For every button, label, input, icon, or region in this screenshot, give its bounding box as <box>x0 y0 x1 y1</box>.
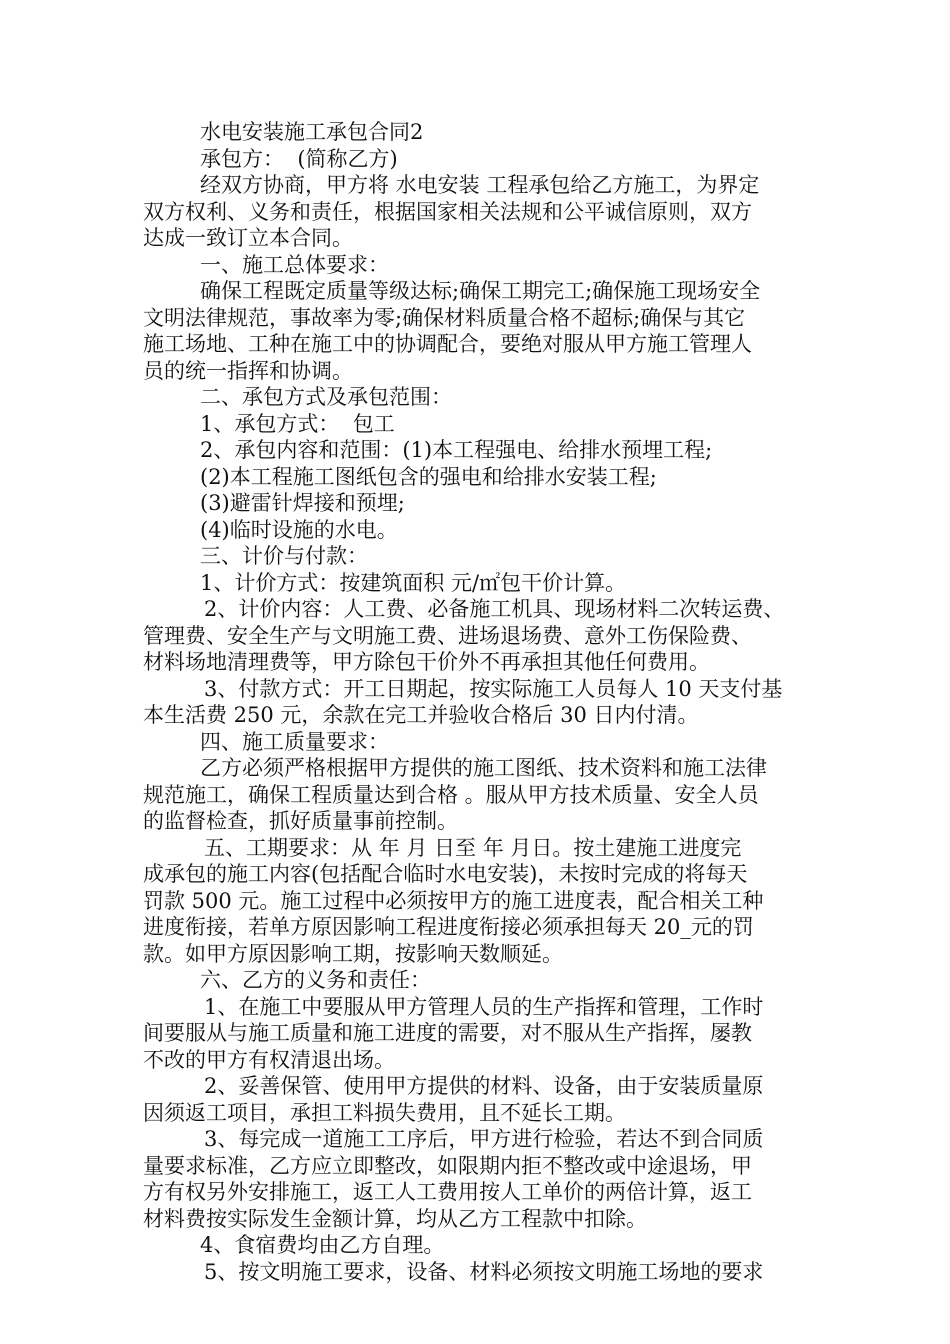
text-line: 本生活费 250 元，余款在完工并验收合格后 30 日内付清。 <box>143 703 699 727</box>
text-line: 确保工程既定质量等级达标;确保工期完工;确保施工现场安全 <box>200 279 761 303</box>
text-line: 材料场地清理费等，甲方除包干价外不再承担其他任何费用。 <box>143 650 710 674</box>
text-line: 承包方： (简称乙方) <box>200 146 398 171</box>
text-line: 1、计价方式：按建筑面积 元/㎡包干价计算。 <box>200 570 627 595</box>
text-line: 员的统一指挥和协调。 <box>143 358 353 383</box>
text-line: 四、施工质量要求： <box>200 729 389 754</box>
text-line: 二、承包方式及承包范围： <box>200 385 452 409</box>
text-line: 不改的甲方有权清退出场。 <box>143 1047 395 1072</box>
text-line: 1、在施工中要服从甲方管理人员的生产指挥和管理，工作时 <box>204 994 764 1019</box>
text-line: 4、食宿费均由乙方自理。 <box>200 1233 445 1257</box>
text-line: (3)避雷针焊接和预埋; <box>200 491 405 515</box>
text-line: 进度衔接，若单方原因影响工程进度衔接必须承担每天 20_元的罚 <box>143 915 754 939</box>
text-line: 六、乙方的义务和责任： <box>200 968 431 992</box>
text-line: 因须返工项目，承担工料损失费用，且不延长工期。 <box>143 1100 626 1125</box>
text-line: 施工场地、工种在施工中的协调配合，要绝对服从甲方施工管理人 <box>143 332 752 356</box>
text-line: 方有权另外安排施工，返工人工费用按人工单价的两倍计算，返工 <box>143 1180 752 1204</box>
text-line: 2、妥善保管、使用甲方提供的材料、设备，由于安装质量原 <box>204 1074 764 1098</box>
text-line: 成承包的施工内容(包括配合临时水电安装)，未按时完成的将每天 <box>143 862 748 886</box>
text-line: 1、承包方式： 包工 <box>200 411 395 436</box>
text-line: 3、付款方式：开工日期起，按实际施工人员每人 10 天支付基 <box>204 676 783 701</box>
text-line: 2、计价内容：人工费、必备施工机具、现场材料二次转运费、 <box>204 597 785 621</box>
text-line: 管理费、安全生产与文明施工费、进场退场费、意外工伤保险费、 <box>143 623 752 648</box>
text-line: 3、每完成一道施工工序后，甲方进行检验，若达不到合同质 <box>204 1127 764 1151</box>
text-line: 款。如甲方原因影响工期，按影响天数顺延。 <box>143 941 563 966</box>
text-line: 双方权利、义务和责任，根据国家相关法规和公平诚信原则，双方 <box>143 199 752 224</box>
text-line: 2、承包内容和范围：(1)本工程强电、给排水预埋工程; <box>200 438 713 462</box>
text-line: (4)临时设施的水电。 <box>200 517 398 542</box>
text-line: 五、工期要求：从 年 月 日至 年 月日。按土建施工进度完 <box>204 835 742 860</box>
text-line: 量要求标准，乙方应立即整改，如限期内拒不整改或中途退场，甲 <box>143 1153 752 1178</box>
text-line: 一、施工总体要求： <box>200 252 389 277</box>
text-line: 文明法律规范，事故率为零;确保材料质量合格不超标;确保与其它 <box>143 305 746 330</box>
text-line: 材料费按实际发生金额计算，均从乙方工程款中扣除。 <box>143 1206 647 1231</box>
text-line: 乙方必须严格根据甲方提供的施工图纸、技术资料和施工法律 <box>200 756 767 780</box>
text-line: 规范施工，确保工程质量达到合格 。服从甲方技术质量、安全人员 <box>143 782 759 807</box>
text-line: (2)本工程施工图纸包含的强电和给排水安装工程; <box>200 464 657 489</box>
text-line: 5、按文明施工要求，设备、材料必须按文明施工场地的要求 <box>204 1259 764 1284</box>
text-line: 经双方协商，甲方将 水电安装 工程承包给乙方施工，为界定 <box>200 173 760 197</box>
text-line: 间要服从与施工质量和施工进度的需要，对不服从生产指挥，屡教 <box>143 1021 752 1045</box>
text-line: 水电安装施工承包合同2 <box>200 120 424 144</box>
text-line: 罚款 500 元。施工过程中必须按甲方的施工进度表，配合相关工种 <box>143 888 764 913</box>
text-line: 三、计价与付款： <box>200 544 368 568</box>
text-line: 达成一致订立本合同。 <box>143 226 353 250</box>
document-body <box>143 119 810 1285</box>
text-line: 的监督检查，抓好质量事前控制。 <box>143 809 458 833</box>
